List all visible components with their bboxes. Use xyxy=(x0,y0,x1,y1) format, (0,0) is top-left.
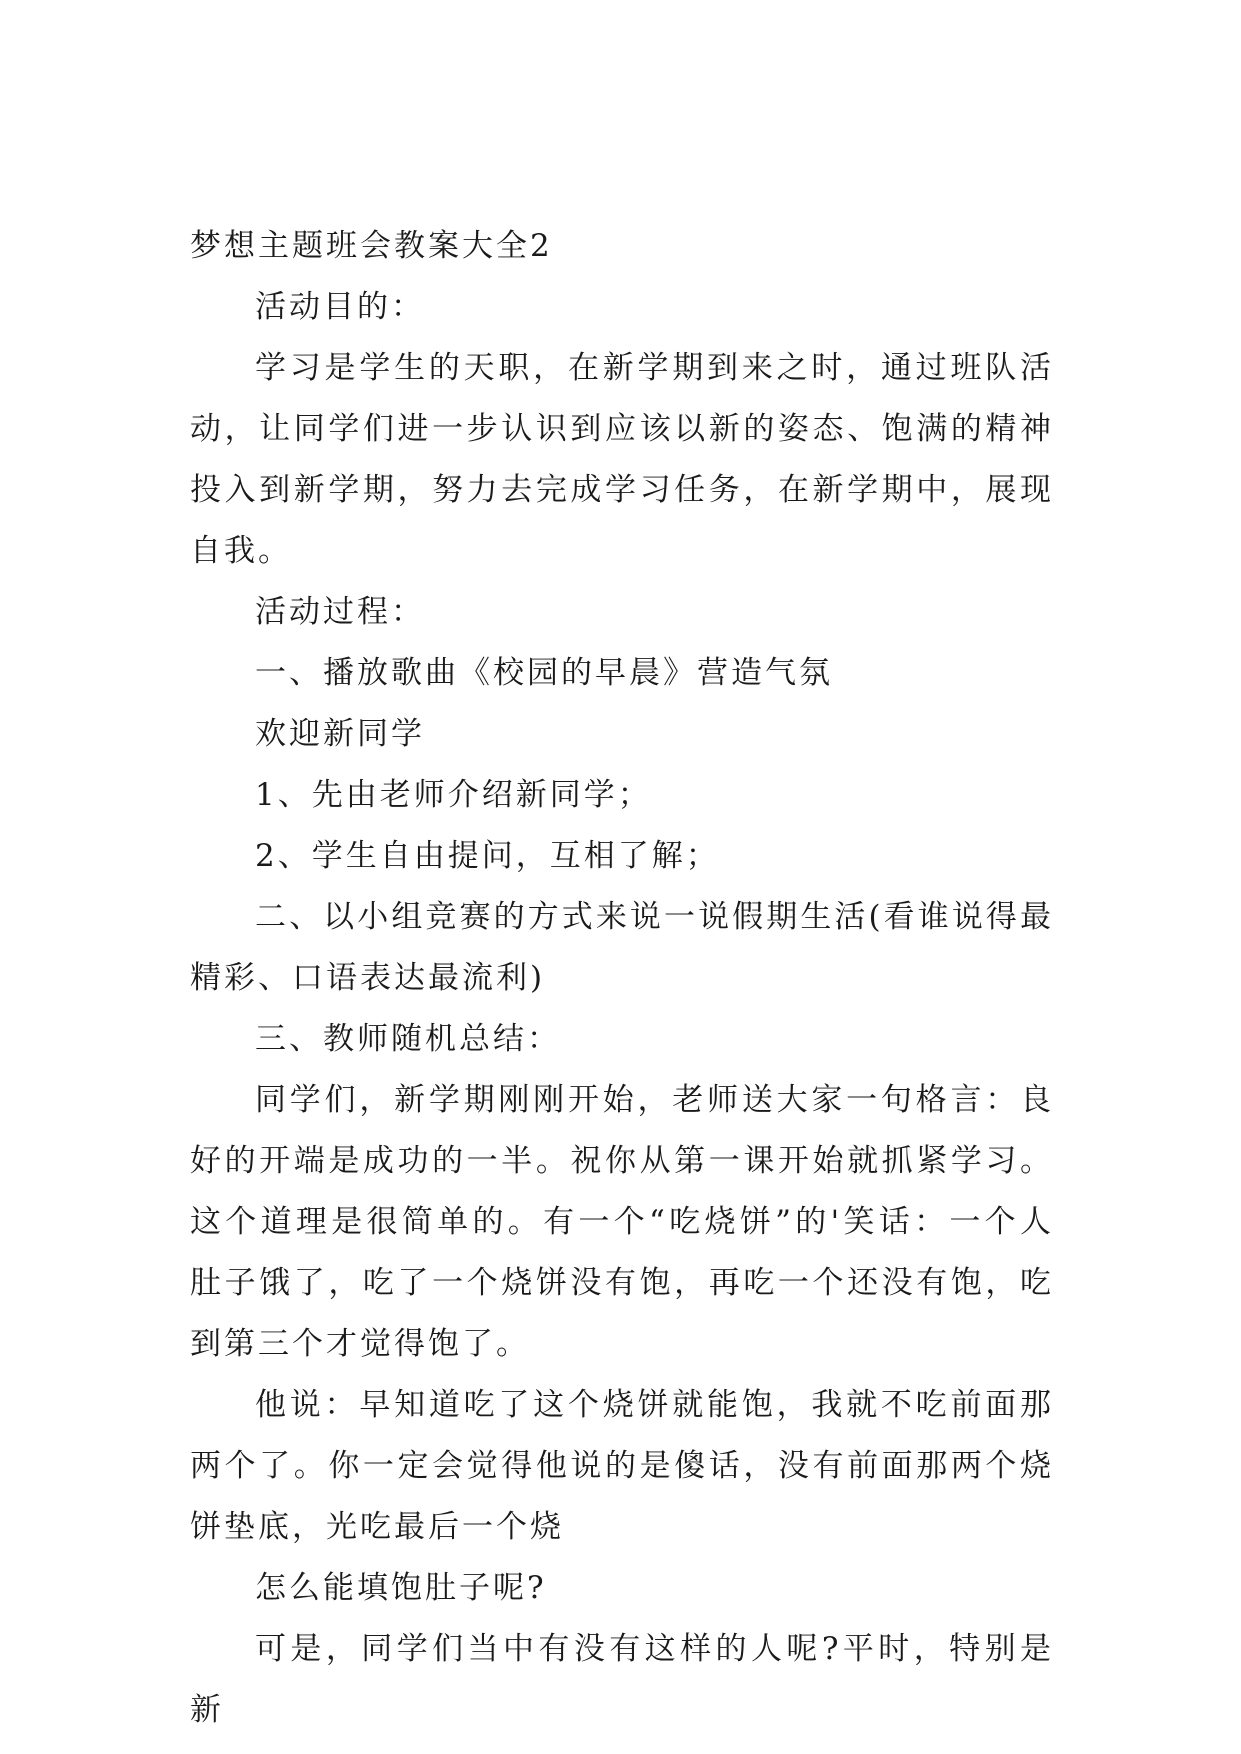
paragraph-welcome: 欢迎新同学 xyxy=(255,716,425,752)
document-body xyxy=(190,216,1054,1741)
document-title: 梦想主题班会教案大全2 xyxy=(190,228,553,264)
paragraph-he-said: 他说：早知道吃了这个烧饼就能饱，我就不吃前面那两个了。你一定会觉得他说的是傻话，没有前面那两个烧饼垫底，光吃最后一个烧 xyxy=(190,1387,1054,1545)
paragraph-item-1: 1、先由老师介绍新同学； xyxy=(255,777,652,813)
paragraph-step-two: 二、以小组竞赛的方式来说一说假期生活(看谁说得最精彩、口语表达最流利) xyxy=(190,899,1054,996)
paragraph-however: 可是，同学们当中有没有这样的人呢?平时，特别是新 xyxy=(190,1631,1054,1728)
paragraph-activity-purpose-heading: 活动目的： xyxy=(255,289,425,325)
paragraph-question: 怎么能填饱肚子呢? xyxy=(255,1570,547,1606)
paragraph-activity-purpose: 学习是学生的天职，在新学期到来之时，通过班队活动，让同学们进一步认识到应该以新的姿态、饱满的精神投入到新学期，努力去完成学习任务，在新学期中，展现自我。 xyxy=(190,350,1054,569)
paragraph-step-three: 三、教师随机总结： xyxy=(255,1021,561,1057)
paragraph-step-one: 一、播放歌曲《校园的早晨》营造气氛 xyxy=(255,655,833,691)
paragraph-item-2: 2、学生自由提问，互相了解； xyxy=(255,838,720,874)
paragraph-activity-process-heading: 活动过程： xyxy=(255,594,425,630)
paragraph-teacher-speech: 同学们，新学期刚刚开始，老师送大家一句格言：良好的开端是成功的一半。祝你从第一课开始就抓紧学习。这个道理是很简单的。有一个“吃烧饼”的'笑话：一个人肚子饿了，吃了一个烧饼没有饱，再吃一个还没有饱，吃到第三个才觉得饱了。 xyxy=(190,1082,1054,1362)
